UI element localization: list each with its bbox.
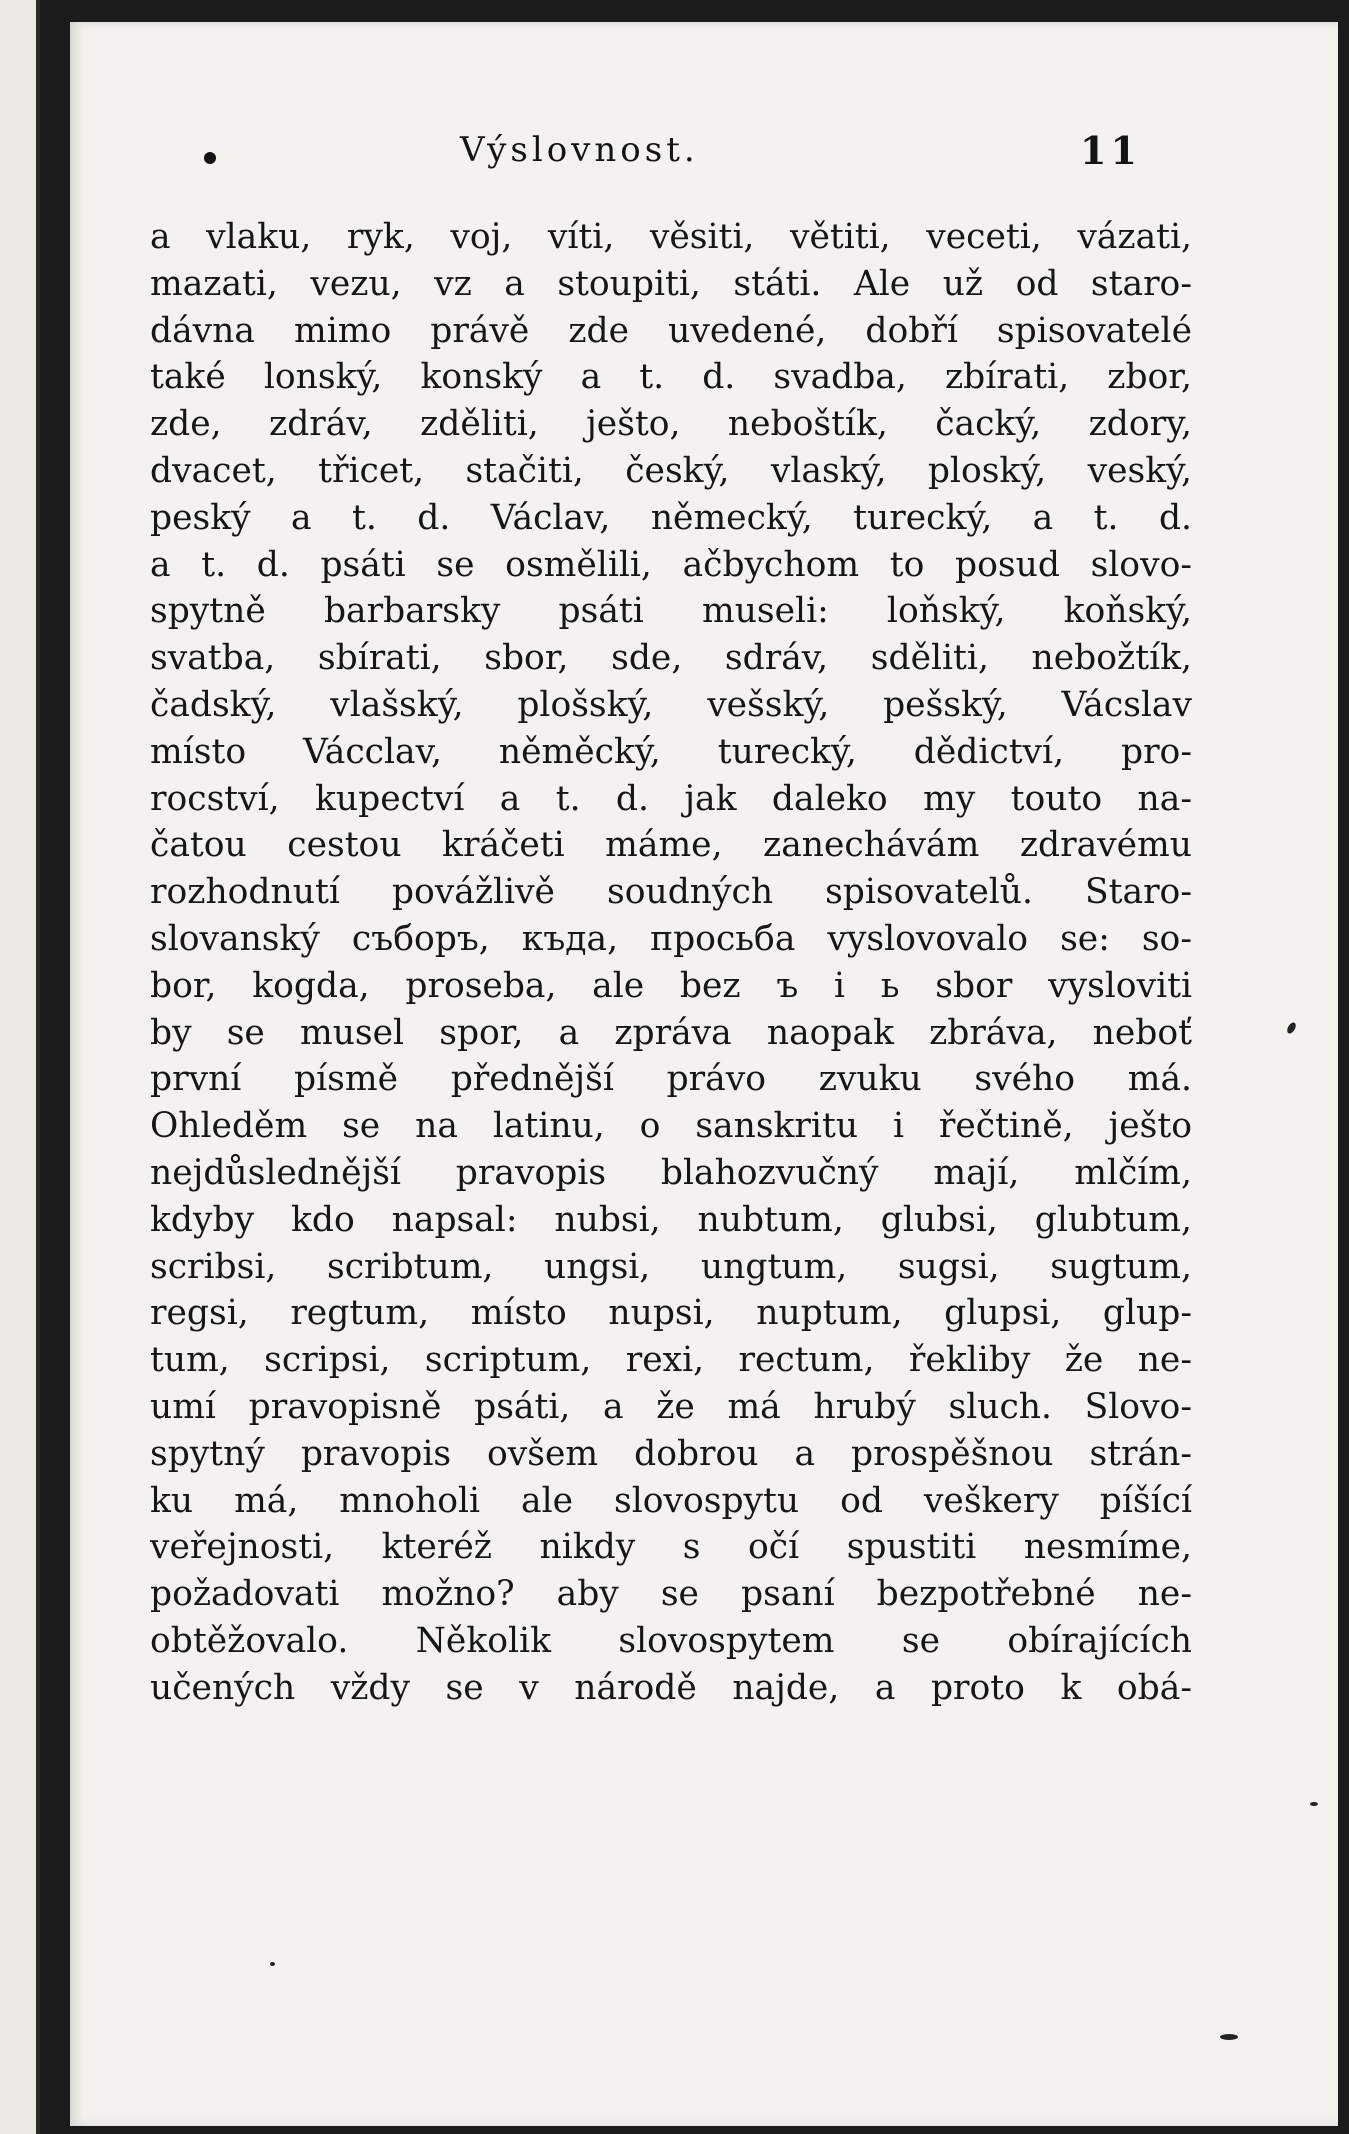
text-line: dávna mimo právě zde uvedené, dobří spisovatelé: [150, 310, 1192, 351]
text-line: regsi, regtum, místo nupsi, nuptum, glupsi, glup-: [150, 1293, 1192, 1334]
facing-page-edge: [0, 0, 40, 2134]
text-line: první písmě přednější právo zvuku svého má.: [150, 1059, 1192, 1100]
text-line: rozhodnutí povážlivě soudných spisovatelů. Staro-: [150, 872, 1192, 913]
text-line: slovanský съборъ, къда, просьба vyslovovalo se: so-: [150, 918, 1192, 959]
bullet-mark: [204, 152, 216, 164]
ink-speck: [1285, 1021, 1297, 1035]
text-line: rocství, kupectví a t. d. jak daleko my touto na-: [150, 778, 1192, 819]
text-line: veřejnosti, kteréž nikdy s očí spustiti nesmíme,: [150, 1527, 1192, 1568]
text-line: tum, scripsi, scriptum, rexi, rectum, řekliby že ne-: [150, 1340, 1192, 1381]
ink-speck: [1310, 1802, 1318, 1806]
text-line: Ohleděm se na latinu, o sanskritu i řečtině, ješto: [150, 1106, 1192, 1147]
text-line: a t. d. psáti se osmělili, ačbychom to posud slovo-: [150, 544, 1192, 585]
text-line: kdyby kdo napsal: nubsi, nubtum, glubsi, glubtum,: [150, 1199, 1192, 1240]
text-line: mazati, vezu, vz a stoupiti, státi. Ale už od staro-: [150, 263, 1192, 304]
text-line: spytný pravopis ovšem dobrou a prospěšnou strán-: [150, 1433, 1192, 1474]
running-head: [70, 130, 1338, 190]
text-line: čadský, vlašský, plošský, vešský, pešský, Vácslav: [150, 684, 1192, 725]
ink-speck: [270, 1962, 275, 1966]
text-line: požadovati možno? aby se psaní bezpotřebné ne-: [150, 1574, 1192, 1615]
text-line: umí pravopisně psáti, a že má hrubý sluch. Slovo-: [150, 1386, 1192, 1427]
text-line: svatba, sbírati, sbor, sde, sdráv, sděliti, nebožtík,: [150, 638, 1192, 679]
text-line: obtěžovalo. Několik slovospytem se obírajících: [150, 1620, 1192, 1661]
page-header-title: Výslovnost.: [460, 130, 699, 170]
book-page: [70, 22, 1338, 2126]
page-number: 11: [1080, 128, 1141, 173]
text-line: místo Vácclav, něměcký, turecký, dědictví, pro-: [150, 731, 1192, 772]
text-line: čatou cestou kráčeti máme, zanechávám zdravému: [150, 825, 1192, 866]
text-line: ku má, mnoholi ale slovospytu od veškery píšící: [150, 1480, 1192, 1521]
text-line: zde, zdráv, zděliti, ješto, neboštík, čacký, zdory,: [150, 404, 1192, 445]
body-text: [150, 214, 1192, 1712]
text-line: nejdůslednější pravopis blahozvučný mají, mlčím,: [150, 1152, 1192, 1193]
text-line: dvacet, třicet, stačiti, český, vlaský, ploský, veský,: [150, 450, 1192, 491]
text-line: scribsi, scribtum, ungsi, ungtum, sugsi, sugtum,: [150, 1246, 1192, 1287]
text-line: spytně barbarsky psáti museli: loňský, koňský,: [150, 591, 1192, 632]
text-line: bor, kogda, proseba, ale bez ъ i ь sbor vysloviti: [150, 965, 1192, 1006]
text-line: učených vždy se v národě najde, a proto k obá-: [150, 1667, 1192, 1708]
text-line: peský a t. d. Václav, německý, turecký, a t. d.: [150, 497, 1192, 538]
text-line: a vlaku, ryk, voj, víti, věsiti, větiti, veceti, vázati,: [150, 217, 1192, 257]
ink-speck: [1220, 2034, 1238, 2040]
text-line: by se musel spor, a zpráva naopak zbráva, neboť: [150, 1012, 1192, 1053]
text-line: také lonský, konský a t. d. svadba, zbírati, zbor,: [150, 357, 1192, 398]
